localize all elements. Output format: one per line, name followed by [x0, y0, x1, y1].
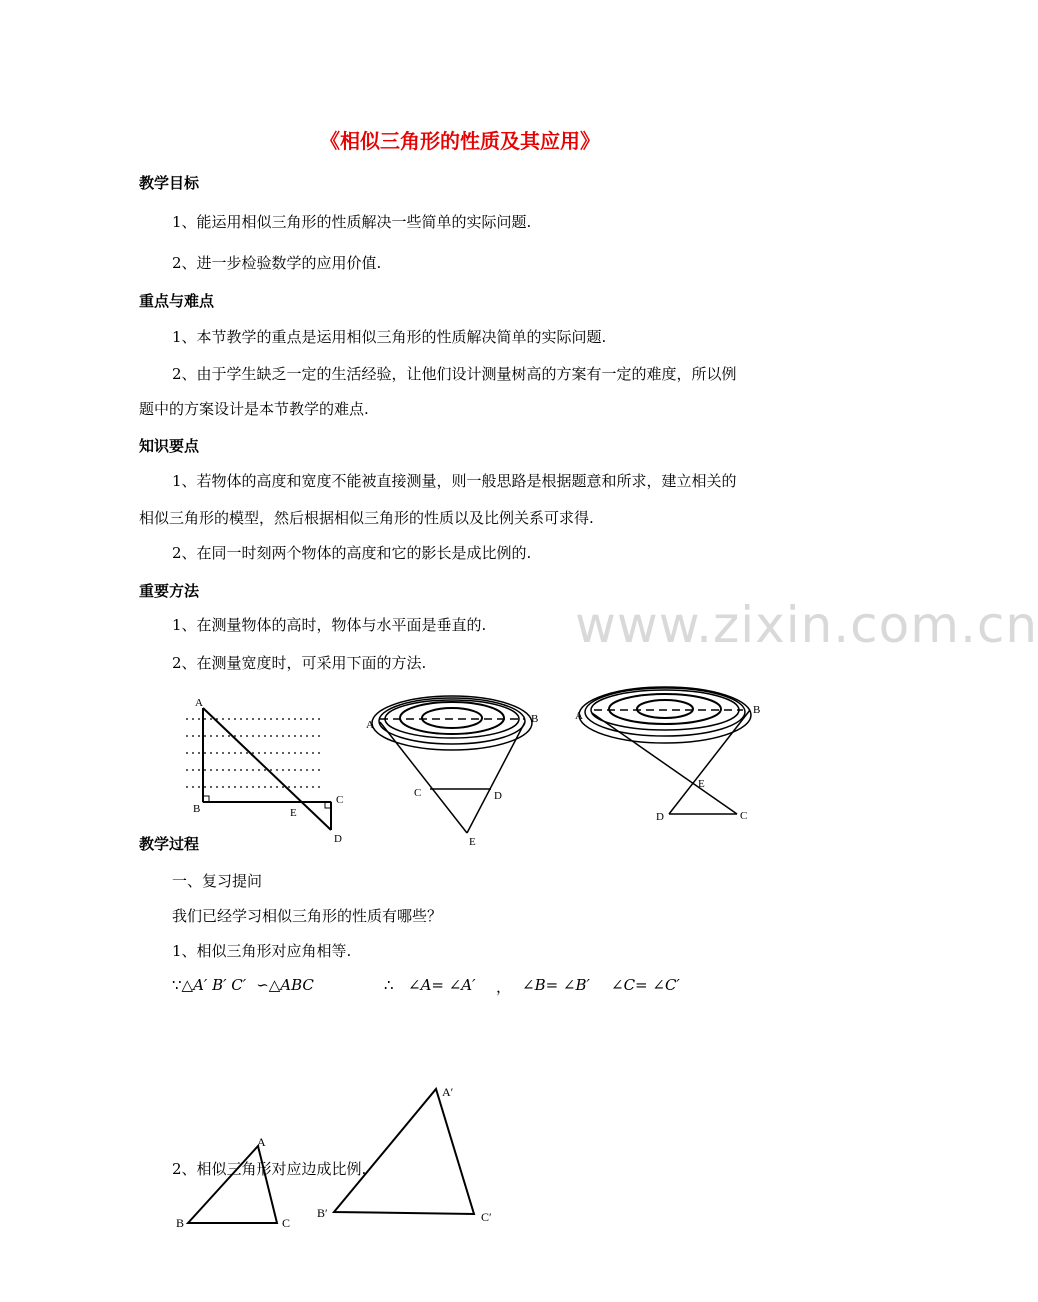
- triangle-abc: ABC: [280, 976, 314, 994]
- knowledge-item-2: 2、在同一时刻两个物体的高度和它的影长是成比例的.: [172, 544, 532, 562]
- fig1-label-c: C: [336, 794, 344, 806]
- similar-symbol: ∽△: [256, 976, 281, 994]
- tri-small-label-a: A: [257, 1135, 266, 1149]
- key-point-item-1: 1、本节教学的重点是运用相似三角形的性质解决简单的实际问题.: [172, 328, 607, 346]
- angle-a-equality: ∠A= ∠A′: [408, 976, 476, 994]
- fig1-label-b: B: [193, 803, 201, 815]
- formula-separator: ，: [496, 978, 512, 996]
- fig2-label-a: A: [366, 719, 374, 731]
- fig1-label-d: D: [334, 833, 342, 845]
- page-title: 《相似三角形的性质及其应用》: [320, 129, 600, 153]
- angle-c-equality: ∠C= ∠C′: [611, 976, 680, 994]
- heading-knowledge: 知识要点: [139, 437, 200, 455]
- tri-large-label-a: A′: [442, 1085, 454, 1099]
- fig3-label-d: D: [656, 811, 664, 823]
- method-item-2: 2、在测量宽度时，可采用下面的方法.: [172, 654, 427, 672]
- key-point-item-2: 2、由于学生缺乏一定的生活经验，让他们设计测量树高的方案有一定的难度，所以例: [172, 365, 737, 383]
- fig2-label-b: B: [531, 713, 539, 725]
- process-item-angles: 1、相似三角形对应角相等.: [172, 942, 352, 960]
- measurement-figures: [0, 690, 920, 855]
- figure-pond-width-2: [579, 687, 751, 814]
- heading-process: 教学过程: [139, 835, 200, 853]
- fig3-label-c: C: [740, 810, 748, 822]
- goal-item-2: 2、进一步检验数学的应用价值.: [172, 254, 382, 272]
- tri-large-label-b: B′: [317, 1206, 328, 1220]
- fig3-label-e: E: [698, 778, 705, 790]
- triangle-large: [334, 1089, 474, 1214]
- knowledge-item-1: 1、若物体的高度和宽度不能被直接测量，则一般思路是根据题意和所求，建立相关的: [172, 472, 737, 490]
- process-item-sides: 2、相似三角形对应边成比例.: [172, 1160, 367, 1178]
- tri-large-label-c: C′: [481, 1210, 492, 1224]
- heading-key-points: 重点与难点: [139, 292, 215, 310]
- heading-goals: 教学目标: [139, 174, 200, 192]
- fig3-label-b: B: [753, 704, 761, 716]
- fig1-label-a: A: [195, 697, 203, 709]
- fig2-label-d: D: [494, 790, 502, 802]
- figure-pond-width-1: [372, 696, 532, 833]
- therefore-symbol: ∴: [384, 976, 394, 994]
- knowledge-item-1-cont: 相似三角形的模型，然后根据相似三角形的性质以及比例关系可求得.: [139, 509, 594, 527]
- angle-b-equality: ∠B= ∠B′: [522, 976, 590, 994]
- fig1-label-e: E: [290, 807, 297, 819]
- process-item-question: 我们已经学习相似三角形的性质有哪些？: [172, 907, 443, 925]
- process-item-review: 一、复习提问: [172, 872, 263, 890]
- fig3-label-a: A: [575, 710, 583, 722]
- similarity-formula: [172, 976, 314, 994]
- figure-river-width: [186, 697, 343, 845]
- similar-triangles-figure: [0, 1075, 920, 1235]
- tri-small-label-c: C: [282, 1216, 291, 1230]
- tri-small-label-b: B: [176, 1216, 185, 1230]
- goal-item-1: 1、能运用相似三角形的性质解决一些简单的实际问题.: [172, 213, 532, 231]
- watermark: www.zixin.com.cn: [575, 596, 1038, 654]
- key-point-item-2-cont: 题中的方案设计是本节教学的难点.: [139, 400, 369, 418]
- fig2-label-e: E: [469, 836, 476, 848]
- primed-triangle: A′ B′ C′: [193, 976, 247, 994]
- method-item-1: 1、在测量物体的高时，物体与水平面是垂直的.: [172, 616, 487, 634]
- heading-methods: 重要方法: [139, 582, 200, 600]
- because-symbol: ∵△: [172, 976, 194, 994]
- fig2-label-c: C: [414, 787, 422, 799]
